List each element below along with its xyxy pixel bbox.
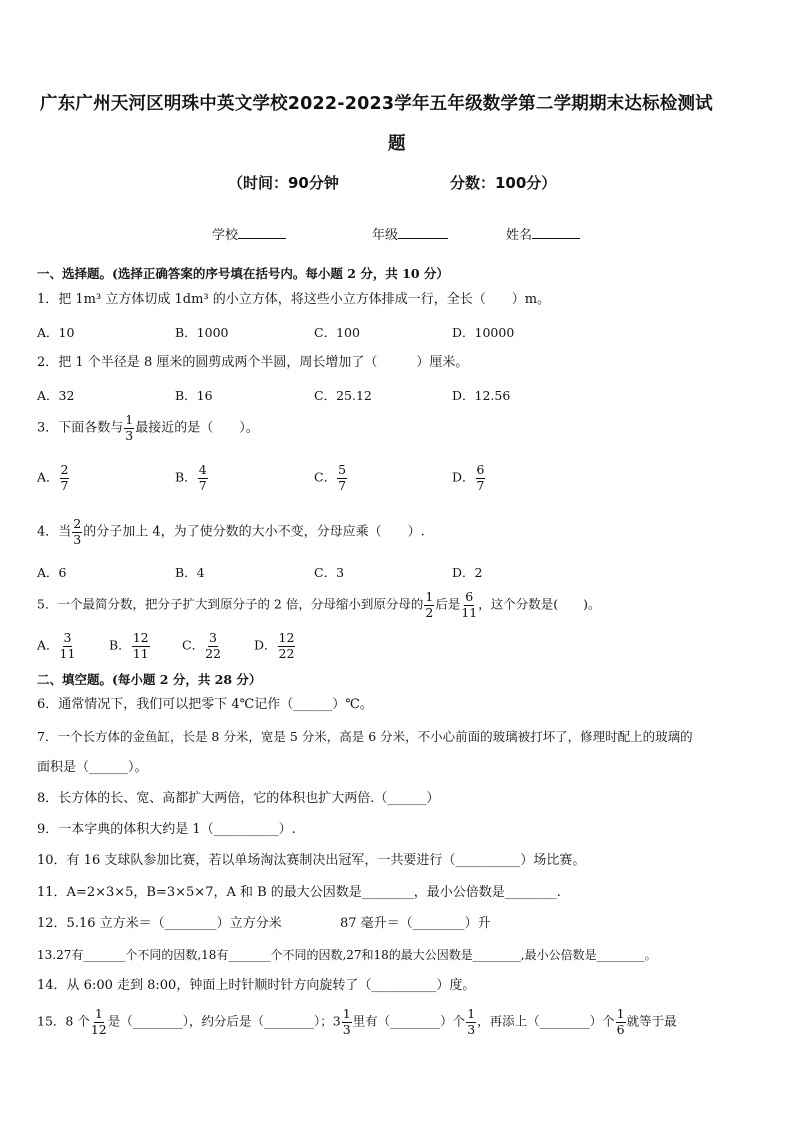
name-label: 姓名 (506, 228, 533, 243)
q5-text-mid: 后是 (435, 596, 461, 612)
q15-fraction-2: $\frac{1}{3}$ (342, 1006, 351, 1037)
q1-option-b[interactable]: B．1000 (175, 325, 229, 340)
q5-option-b-fraction: $\frac{12}{11}$ (132, 630, 149, 661)
q1-option-c[interactable]: C．100 (314, 325, 360, 340)
q5-option-a-fraction: $\frac{3}{11}$ (59, 630, 76, 661)
school-field (212, 224, 286, 243)
q3-option-b[interactable]: B． $\frac{4}{7}$ (175, 462, 207, 493)
exam-title-line2: 题 (388, 134, 406, 154)
q3-text-pre: 3．下面各数与 (37, 420, 124, 436)
q15-text-5: 就等于最 (626, 1013, 677, 1029)
q5-option-a[interactable]: A． $\frac{3}{11}$ (37, 630, 76, 661)
question-9: 9．一本字典的体积大约是 1（__________）. (37, 822, 296, 837)
question-11: 11．A=2×3×5，B=3×5×7，A 和 B 的最大公因数是________，最小公倍数是________. (37, 885, 561, 900)
exam-score: 分数：100分） (450, 174, 557, 192)
q3-option-d[interactable]: D． $\frac{6}{7}$ (452, 462, 485, 493)
q15-text-1: 15．8 个 (37, 1013, 90, 1029)
name-field (506, 224, 580, 243)
question-3 (37, 414, 259, 442)
q3-option-a[interactable]: A． $\frac{2}{7}$ (37, 462, 69, 493)
q15-fraction-4: $\frac{1}{6}$ (616, 1006, 625, 1037)
q15-text-3: 里有（________）个 (352, 1013, 466, 1029)
question-12-part1: 12．5.16 立方米＝（________）立方分米 (37, 916, 282, 931)
q5-option-b[interactable]: B． $\frac{12}{11}$ (109, 630, 149, 661)
q1-option-d[interactable]: D．10000 (452, 325, 515, 340)
question-15 (37, 1008, 677, 1036)
question-5 (37, 591, 601, 619)
school-blank[interactable] (238, 226, 286, 239)
section2-heading: 二、填空题。(每小题 2 分，共 28 分） (37, 672, 262, 687)
q3-fraction: $\frac{1}{3}$ (125, 412, 134, 443)
q3-option-b-fraction: $\frac{4}{7}$ (198, 462, 207, 493)
q2-option-d[interactable]: D．12.56 (452, 388, 511, 403)
q5-option-c-fraction: $\frac{3}{22}$ (205, 630, 221, 661)
exam-time: （时间：90分钟 (228, 174, 339, 192)
q5-text-pre: 5．一个最简分数，把分子扩大到原分子的 2 倍，分母缩小到原分母的 (37, 596, 424, 612)
name-blank[interactable] (532, 226, 580, 239)
q4-fraction: $\frac{2}{3}$ (73, 516, 82, 547)
school-label: 学校 (212, 228, 239, 243)
q3-option-c-fraction: $\frac{5}{7}$ (338, 462, 347, 493)
question-2: 2．把 1 个半径是 8 厘米的圆剪成两个半圆，周长增加了（ ）厘米。 (37, 355, 469, 370)
grade-field (372, 224, 448, 243)
q15-text-4: ，再添上（________）个 (477, 1013, 615, 1029)
q5-option-c[interactable]: C． $\frac{3}{22}$ (182, 630, 221, 661)
grade-blank[interactable] (398, 226, 448, 239)
q4-text-post: 的分子加上 4，为了使分数的大小不变，分母应乘（ ）. (83, 524, 425, 540)
q4-option-b[interactable]: B．4 (175, 565, 205, 580)
q3-option-c[interactable]: C． $\frac{5}{7}$ (314, 462, 347, 493)
q5-option-d[interactable]: D． $\frac{12}{22}$ (254, 630, 295, 661)
q2-option-a[interactable]: A．32 (37, 388, 75, 403)
question-14: 14．从 6:00 走到 8:00，钟面上时针顺时针方向旋转了（__________）度。 (37, 978, 476, 993)
q1-option-a[interactable]: A．10 (37, 325, 75, 340)
question-7-line1: 7．一个长方体的金鱼缸，长是 8 分米，宽是 5 分米，高是 6 分米，不小心前面的玻璃被打坏了，修理时配上的玻璃的 (37, 729, 693, 744)
question-7-line2: 面积是（______）。 (37, 760, 148, 775)
q3-option-a-fraction: $\frac{2}{7}$ (60, 462, 69, 493)
q3-text-post: 最接近的是（ ）。 (135, 420, 259, 436)
q3-option-d-fraction: $\frac{6}{7}$ (476, 462, 485, 493)
question-13: 13.27有_______个不同的因数,18有_______个不同的因数,27和18的最大公因数是________,最小公倍数是________。 (37, 948, 657, 962)
question-8: 8．长方体的长、宽、高都扩大两倍，它的体积也扩大两倍.（______） (37, 791, 440, 806)
q15-fraction-3: $\frac{1}{3}$ (467, 1006, 476, 1037)
section1-heading: 一、选择题。(选择正确答案的序号填在括号内。每小题 2 分，共 10 分） (37, 266, 449, 281)
q2-option-b[interactable]: B．16 (175, 388, 213, 403)
q5-fraction-1: $\frac{1}{2}$ (425, 589, 434, 620)
exam-title-line1: 广东广州天河区明珠中英文学校2022-2023学年五年级数学第二学期期末达标检测试 (40, 94, 713, 114)
question-4 (37, 518, 425, 546)
question-6: 6．通常情况下，我们可以把零下 4℃记作（______）℃。 (37, 697, 373, 712)
question-12-part2: 87 毫升＝（________）升 (340, 916, 491, 931)
q5-fraction-2: $\frac{6}{11}$ (461, 589, 478, 620)
q15-fraction-1: $\frac{1}{12}$ (90, 1006, 107, 1037)
q4-option-d[interactable]: D．2 (452, 565, 483, 580)
q4-option-c[interactable]: C．3 (314, 565, 345, 580)
q5-option-d-fraction: $\frac{12}{22}$ (278, 630, 295, 661)
question-10: 10．有 16 支球队参加比赛，若以单场淘汰赛制决出冠军，一共要进行（__________）场比赛。 (37, 853, 586, 868)
q5-text-post: ，这个分数是( )。 (478, 596, 601, 612)
question-1: 1．把 1m³ 立方体切成 1dm³ 的小立方体，将这些小立方体排成一行，全长（ ）m。 (37, 292, 551, 307)
q4-option-a[interactable]: A．6 (37, 565, 67, 580)
q15-text-2: 是（________），约分后是（________）；3 (107, 1013, 341, 1029)
grade-label: 年级 (372, 228, 399, 243)
q4-text-pre: 4．当 (37, 524, 72, 540)
q2-option-c[interactable]: C．25.12 (314, 388, 372, 403)
